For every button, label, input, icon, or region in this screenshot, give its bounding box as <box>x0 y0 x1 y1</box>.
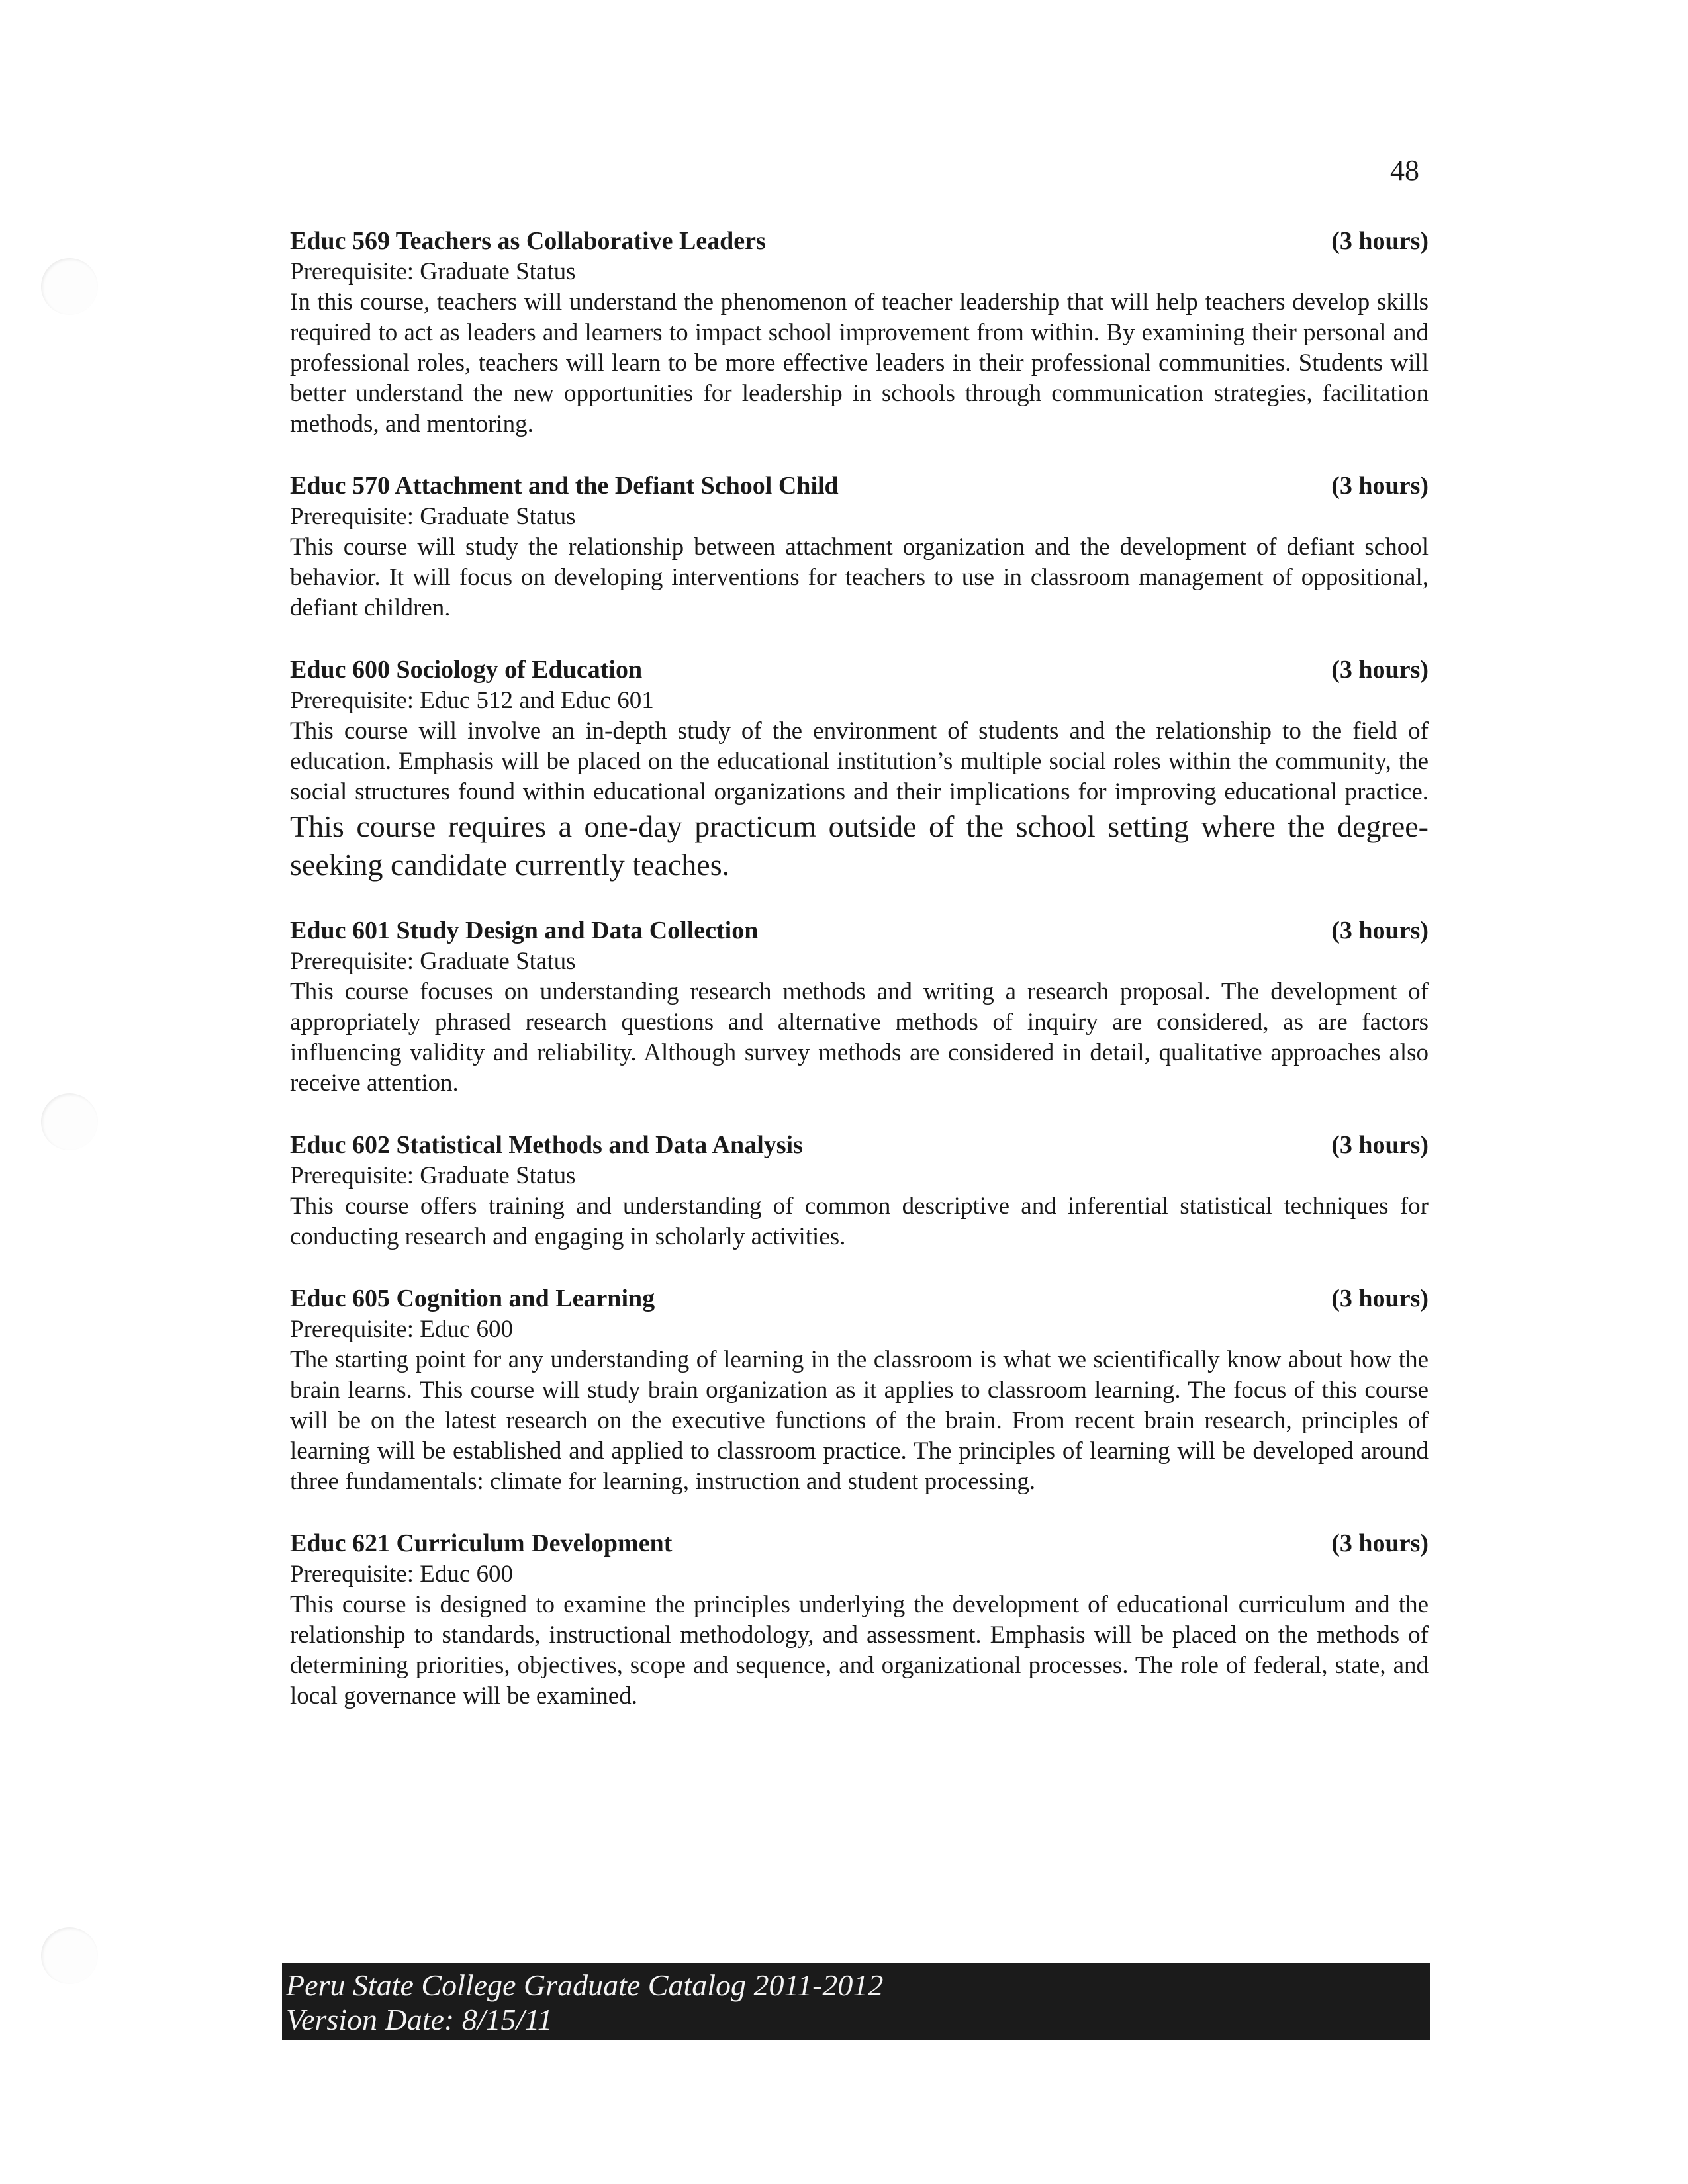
course-prerequisite: Prerequisite: Educ 600 <box>290 1561 514 1588</box>
course-title: Educ 621 Curriculum Development <box>290 1529 673 1557</box>
course-educ-601 <box>290 915 1429 1099</box>
course-description <box>290 716 1429 884</box>
course-prerequisite: Prerequisite: Graduate Status <box>290 503 576 530</box>
course-description: This course offers training and understanding of common descriptive and inferential statistical techniques for conducting research and engaging in scholarly activities. <box>290 1193 1429 1250</box>
course-description: This course will study the relationship between attachment organization and the development of defiant school behavior. It will focus on developing interventions for teachers to use in classroom management of oppositional, defiant children. <box>290 533 1429 621</box>
course-educ-570 <box>290 470 1429 623</box>
course-educ-605 <box>290 1283 1429 1497</box>
footer-catalog-title: Peru State College Graduate Catalog 2011-2012 <box>286 1968 884 2002</box>
course-description: In this course, teachers will understand the phenomenon of teacher leadership that will help teachers develop skills required to act as leaders and learners to impact school improvement from within. By examining their personal and professional roles, teachers will learn to be more effective leaders in their professional communities. Students will better understand the new opportunities for leadership in schools through communication strategies, facilitation methods, and mentoring. <box>290 289 1429 437</box>
course-prerequisite: Prerequisite: Graduate Status <box>290 258 576 285</box>
course-educ-602 <box>290 1129 1429 1252</box>
course-list <box>290 225 1429 1742</box>
course-description: The starting point for any understanding of learning in the classroom is what we scientifically know about how the brain learns. This course will study brain organization as it applies to classroom learning. The focus of this course will be on the latest research on the executive functions of the brain. From recent brain research, principles of learning will be established and applied to classroom practice. The principles of learning will be developed around three fundamentals: climate for learning, instruction and student processing. <box>290 1346 1429 1495</box>
course-header <box>290 1527 1429 1559</box>
course-title: Educ 600 Sociology of Education <box>290 656 643 684</box>
course-hours: (3 hours) <box>1331 656 1429 684</box>
punch-hole-top <box>41 258 98 315</box>
punch-hole-middle <box>41 1093 98 1150</box>
course-description: This course focuses on understanding research methods and writing a research proposal. The development of appropriately phrased research questions and alternative methods of inquiry are considered, as are factors influencing validity and reliability. Although survey methods are considered in detail, qualitative approaches also receive attention. <box>290 978 1429 1097</box>
course-header <box>290 225 1429 257</box>
page-number: 48 <box>1390 154 1419 187</box>
course-hours: (3 hours) <box>1331 472 1429 500</box>
course-header <box>290 1283 1429 1314</box>
course-prerequisite: Prerequisite: Graduate Status <box>290 1162 576 1189</box>
course-prerequisite: Prerequisite: Graduate Status <box>290 948 576 975</box>
course-prerequisite: Prerequisite: Educ 600 <box>290 1316 514 1343</box>
course-header <box>290 654 1429 686</box>
course-educ-600 <box>290 654 1429 884</box>
course-educ-621 <box>290 1527 1429 1711</box>
course-header <box>290 1129 1429 1161</box>
footer-version-date: Version Date: 8/15/11 <box>286 2003 553 2036</box>
course-title: Educ 602 Statistical Methods and Data Analysis <box>290 1131 803 1159</box>
course-prerequisite: Prerequisite: Educ 512 and Educ 601 <box>290 687 654 714</box>
punch-hole-bottom <box>41 1927 98 1984</box>
course-title: Educ 570 Attachment and the Defiant School Child <box>290 472 839 500</box>
course-description-text: This course will involve an in-depth study of the environment of students and the relationship to the field of education. Emphasis will be placed on the educational institution’s multiple social roles within the community, the social structures found within educational organizations and their implications for improving educational practice. <box>290 717 1429 805</box>
course-header <box>290 915 1429 946</box>
course-hours: (3 hours) <box>1331 917 1429 944</box>
course-educ-569 <box>290 225 1429 439</box>
course-hours: (3 hours) <box>1331 1529 1429 1557</box>
course-hours: (3 hours) <box>1331 1131 1429 1159</box>
course-title: Educ 601 Study Design and Data Collection <box>290 917 759 944</box>
course-hours: (3 hours) <box>1331 227 1429 255</box>
course-hours: (3 hours) <box>1331 1285 1429 1312</box>
course-title: Educ 605 Cognition and Learning <box>290 1285 655 1312</box>
practicum-requirement: This course requires a one-day practicum outside of the school setting where the degree-seeking candidate currently teaches. <box>290 809 1429 882</box>
course-header <box>290 470 1429 502</box>
course-title: Educ 569 Teachers as Collaborative Leaders <box>290 227 766 255</box>
course-description: This course is designed to examine the principles underlying the development of educational curriculum and the relationship to standards, instructional methodology, and assessment. Emphasis will be placed on the methods of determining priorities, objectives, scope and sequence, and organizational processes. The role of federal, state, and local governance will be examined. <box>290 1591 1429 1709</box>
catalog-footer-banner <box>282 1963 1430 2040</box>
